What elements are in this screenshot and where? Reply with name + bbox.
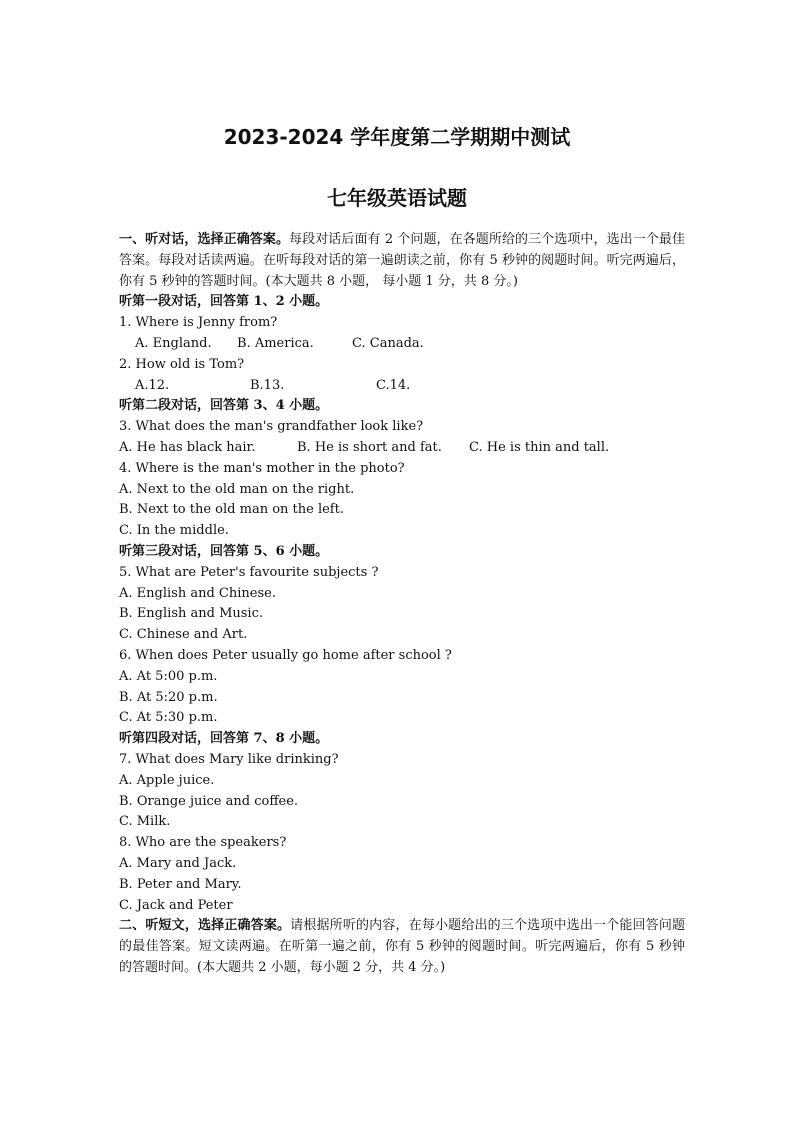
q7-option-a: A. Apple juice. [119, 772, 215, 788]
q7-option-c: C. Milk. [119, 814, 171, 830]
section1-instructions-text: 每段对话后面有 2 个问题，在各题所给的三个选项中，选出一个最佳答案。每段对话读两遍。在听每段对话的第一遍朗读之前，你有 5 秒钟的阅题时间。听完两遍后，你有 5 秒钟的答题时间。(本大题共 8 小题， 每小题 1 分，共 8 分。) [119, 232, 685, 289]
q4-option-b: B. Next to the old man on the left. [119, 502, 344, 518]
q5-option-a: A. English and Chinese. [119, 585, 276, 601]
q1-option-b: B. America. [237, 335, 314, 351]
q6-option-a: A. At 5:00 p.m. [119, 668, 218, 684]
question-5: 5. What are Peter's favourite subjects ? [119, 564, 379, 580]
q2-option-a: A.12. [135, 377, 170, 393]
question-8: 8. Who are the speakers? [119, 835, 287, 851]
q4-option-a: A. Next to the old man on the right. [119, 481, 355, 497]
q3-option-a: A. He has black hair. [119, 439, 256, 455]
part4-heading: 听第四段对话，回答第 7、8 小题。 [119, 731, 329, 747]
question-3-options [119, 438, 685, 459]
q8-option-c: C. Jack and Peter [119, 897, 233, 913]
section2-heading: 二、听短文，选择正确答案。 [119, 918, 291, 934]
q3-option-c: C. He is thin and tall. [469, 439, 610, 455]
section1-heading: 一、听对话，选择正确答案。 [119, 232, 290, 247]
q5-option-b: B. English and Music. [119, 606, 263, 622]
q1-option-a: A. England. [135, 335, 212, 351]
question-2: 2. How old is Tom? [119, 356, 245, 372]
exam-subtitle: 七年级英语试题 [327, 186, 467, 210]
section2-instructions-text: 请根据所听的内容，在每小题给出的三个选项中选出一个能回答问题的最佳答案。短文读两遍。在听第一遍之前，你有 5 秒钟的阅题时间。听完两遍后，你有 5 秒钟的答题时间。(本大题共 2 小题，每小题 2 分，共 4 分。) [119, 918, 685, 975]
question-2-options [119, 376, 685, 397]
part1-heading: 听第一段对话，回答第 1、2 小题。 [119, 294, 329, 310]
q2-option-c: C.14. [376, 377, 411, 393]
q6-option-c: C. At 5:30 p.m. [119, 710, 218, 726]
section1-instructions [119, 230, 685, 292]
part3-heading: 听第三段对话，回答第 5、6 小题。 [119, 543, 329, 559]
part2-heading: 听第二段对话，回答第 3、4 小题。 [119, 398, 329, 414]
q5-option-c: C. Chinese and Art. [119, 627, 248, 643]
exam-title: 2023-2024 学年度第二学期期中测试 [223, 125, 571, 149]
q8-option-b: B. Peter and Mary. [119, 876, 242, 892]
q8-option-a: A. Mary and Jack. [119, 855, 237, 871]
exam-content [119, 230, 685, 979]
question-1-options [119, 334, 685, 355]
q1-option-c: C. Canada. [352, 335, 424, 351]
q4-option-c: C. In the middle. [119, 523, 229, 539]
q6-option-b: B. At 5:20 p.m. [119, 689, 218, 705]
q2-option-b: B.13. [250, 377, 285, 393]
question-6: 6. When does Peter usually go home after school ? [119, 647, 452, 663]
question-7: 7. What does Mary like drinking? [119, 751, 339, 767]
q3-option-b: B. He is short and fat. [297, 439, 442, 455]
question-1: 1. Where is Jenny from? [119, 315, 278, 331]
question-3: 3. What does the man's grandfather look like? [119, 419, 424, 435]
question-4: 4. Where is the man's mother in the photo? [119, 460, 405, 476]
q7-option-b: B. Orange juice and coffee. [119, 793, 299, 809]
section2-instructions [119, 916, 685, 978]
